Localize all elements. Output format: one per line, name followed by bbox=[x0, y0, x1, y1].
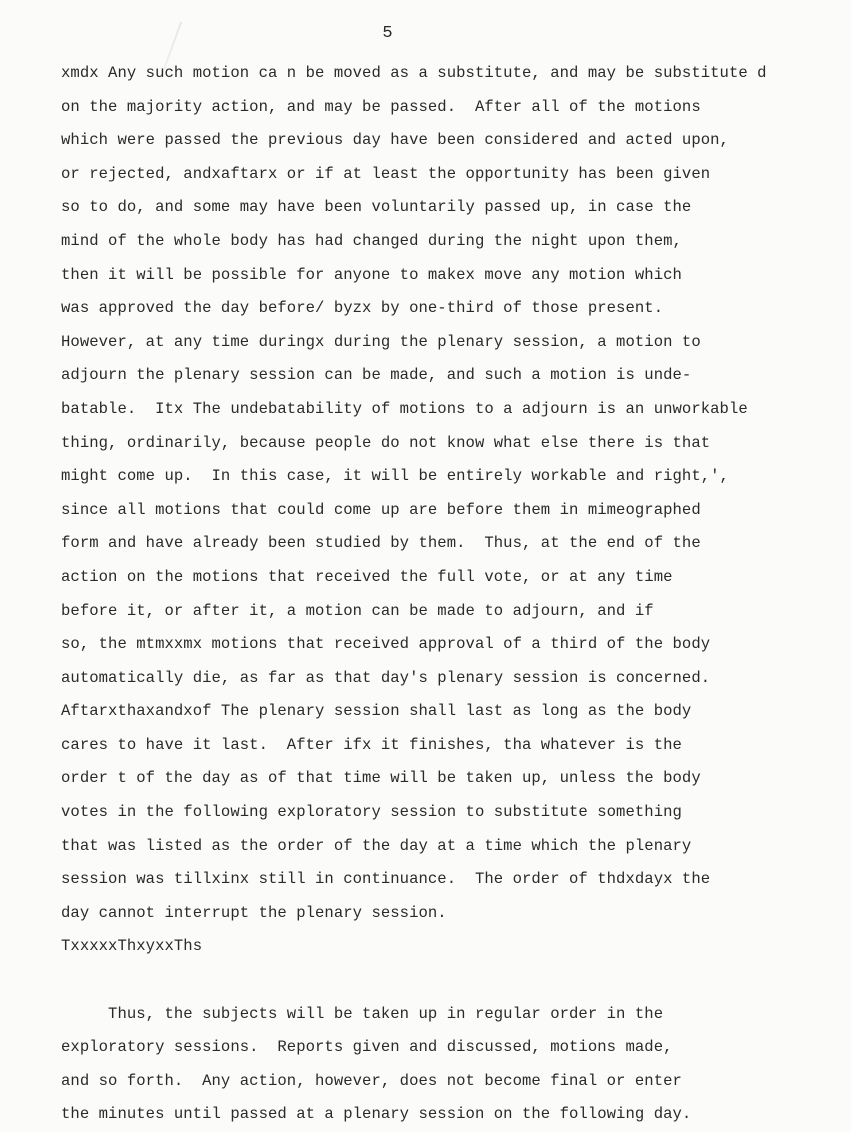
text-line: so, the mtmxxmx motions that received approval of a third of the body bbox=[61, 635, 711, 654]
text-line: since all motions that could come up are before them in mimeographed bbox=[61, 500, 701, 519]
text-line: which were passed the previous day have been considered and acted upon, bbox=[61, 131, 729, 150]
document-body bbox=[61, 57, 767, 1132]
text-line: was approved the day before/ byzx by one-third of those present. bbox=[61, 299, 664, 318]
text-line: then it will be possible for anyone to makex move any motion which bbox=[61, 265, 682, 284]
text-line: the minutes until passed at a plenary session on the following day. bbox=[61, 1105, 692, 1124]
blank-line bbox=[61, 964, 767, 998]
page-number: 5 bbox=[382, 24, 393, 43]
text-line: adjourn the plenary session can be made, and such a motion is unde- bbox=[61, 366, 692, 385]
text-line: and so forth. Any action, however, does not become final or enter bbox=[61, 1071, 682, 1090]
text-line: mind of the whole body has had changed during the night upon them, bbox=[61, 231, 682, 250]
text-line: that was listed as the order of the day at a time which the plenary bbox=[61, 836, 692, 855]
text-line: thing, ordinarily, because people do not know what else there is that bbox=[61, 433, 711, 452]
text-line: action on the motions that received the full vote, or at any time bbox=[61, 567, 673, 586]
text-line: cares to have it last. After ifx it finishes, tha whatever is the bbox=[61, 735, 682, 754]
text-line: TxxxxxThxyxxThs bbox=[61, 937, 203, 956]
text-line: order t of the day as of that time will be taken up, unless the body bbox=[61, 769, 701, 788]
text-line: so to do, and some may have been voluntarily passed up, in case the bbox=[61, 198, 692, 217]
text-line: might come up. In this case, it will be entirely workable and right,', bbox=[61, 467, 729, 486]
text-line: exploratory sessions. Reports given and discussed, motions made, bbox=[61, 1038, 673, 1057]
text-line: Aftarxthaxandxof The plenary session shall last as long as the body bbox=[61, 702, 692, 721]
text-line: day cannot interrupt the plenary session. bbox=[61, 903, 447, 922]
text-line: or rejected, andxaftarx or if at least the opportunity has been given bbox=[61, 164, 711, 183]
text-line: xmdx Any such motion ca n be moved as a substitute, and may be substitute d bbox=[61, 64, 767, 82]
text-line: Thus, the subjects will be taken up in regular order in the bbox=[61, 1004, 664, 1023]
text-line: batable. Itx The undebatability of motions to a adjourn is an unworkable bbox=[61, 399, 748, 418]
text-line: on the majority action, and may be passed. After all of the motions bbox=[61, 97, 701, 116]
text-line: form and have already been studied by them. Thus, at the end of the bbox=[61, 534, 701, 553]
text-line: before it, or after it, a motion can be made to adjourn, and if bbox=[61, 601, 654, 620]
text-line: However, at any time duringx during the plenary session, a motion to bbox=[61, 332, 701, 351]
text-line: votes in the following exploratory session to substitute something bbox=[61, 803, 682, 822]
text-line: session was tillxinx still in continuance. The order of thdxdayx the bbox=[61, 870, 711, 889]
text-line: automatically die, as far as that day's plenary session is concerned. bbox=[61, 668, 711, 687]
